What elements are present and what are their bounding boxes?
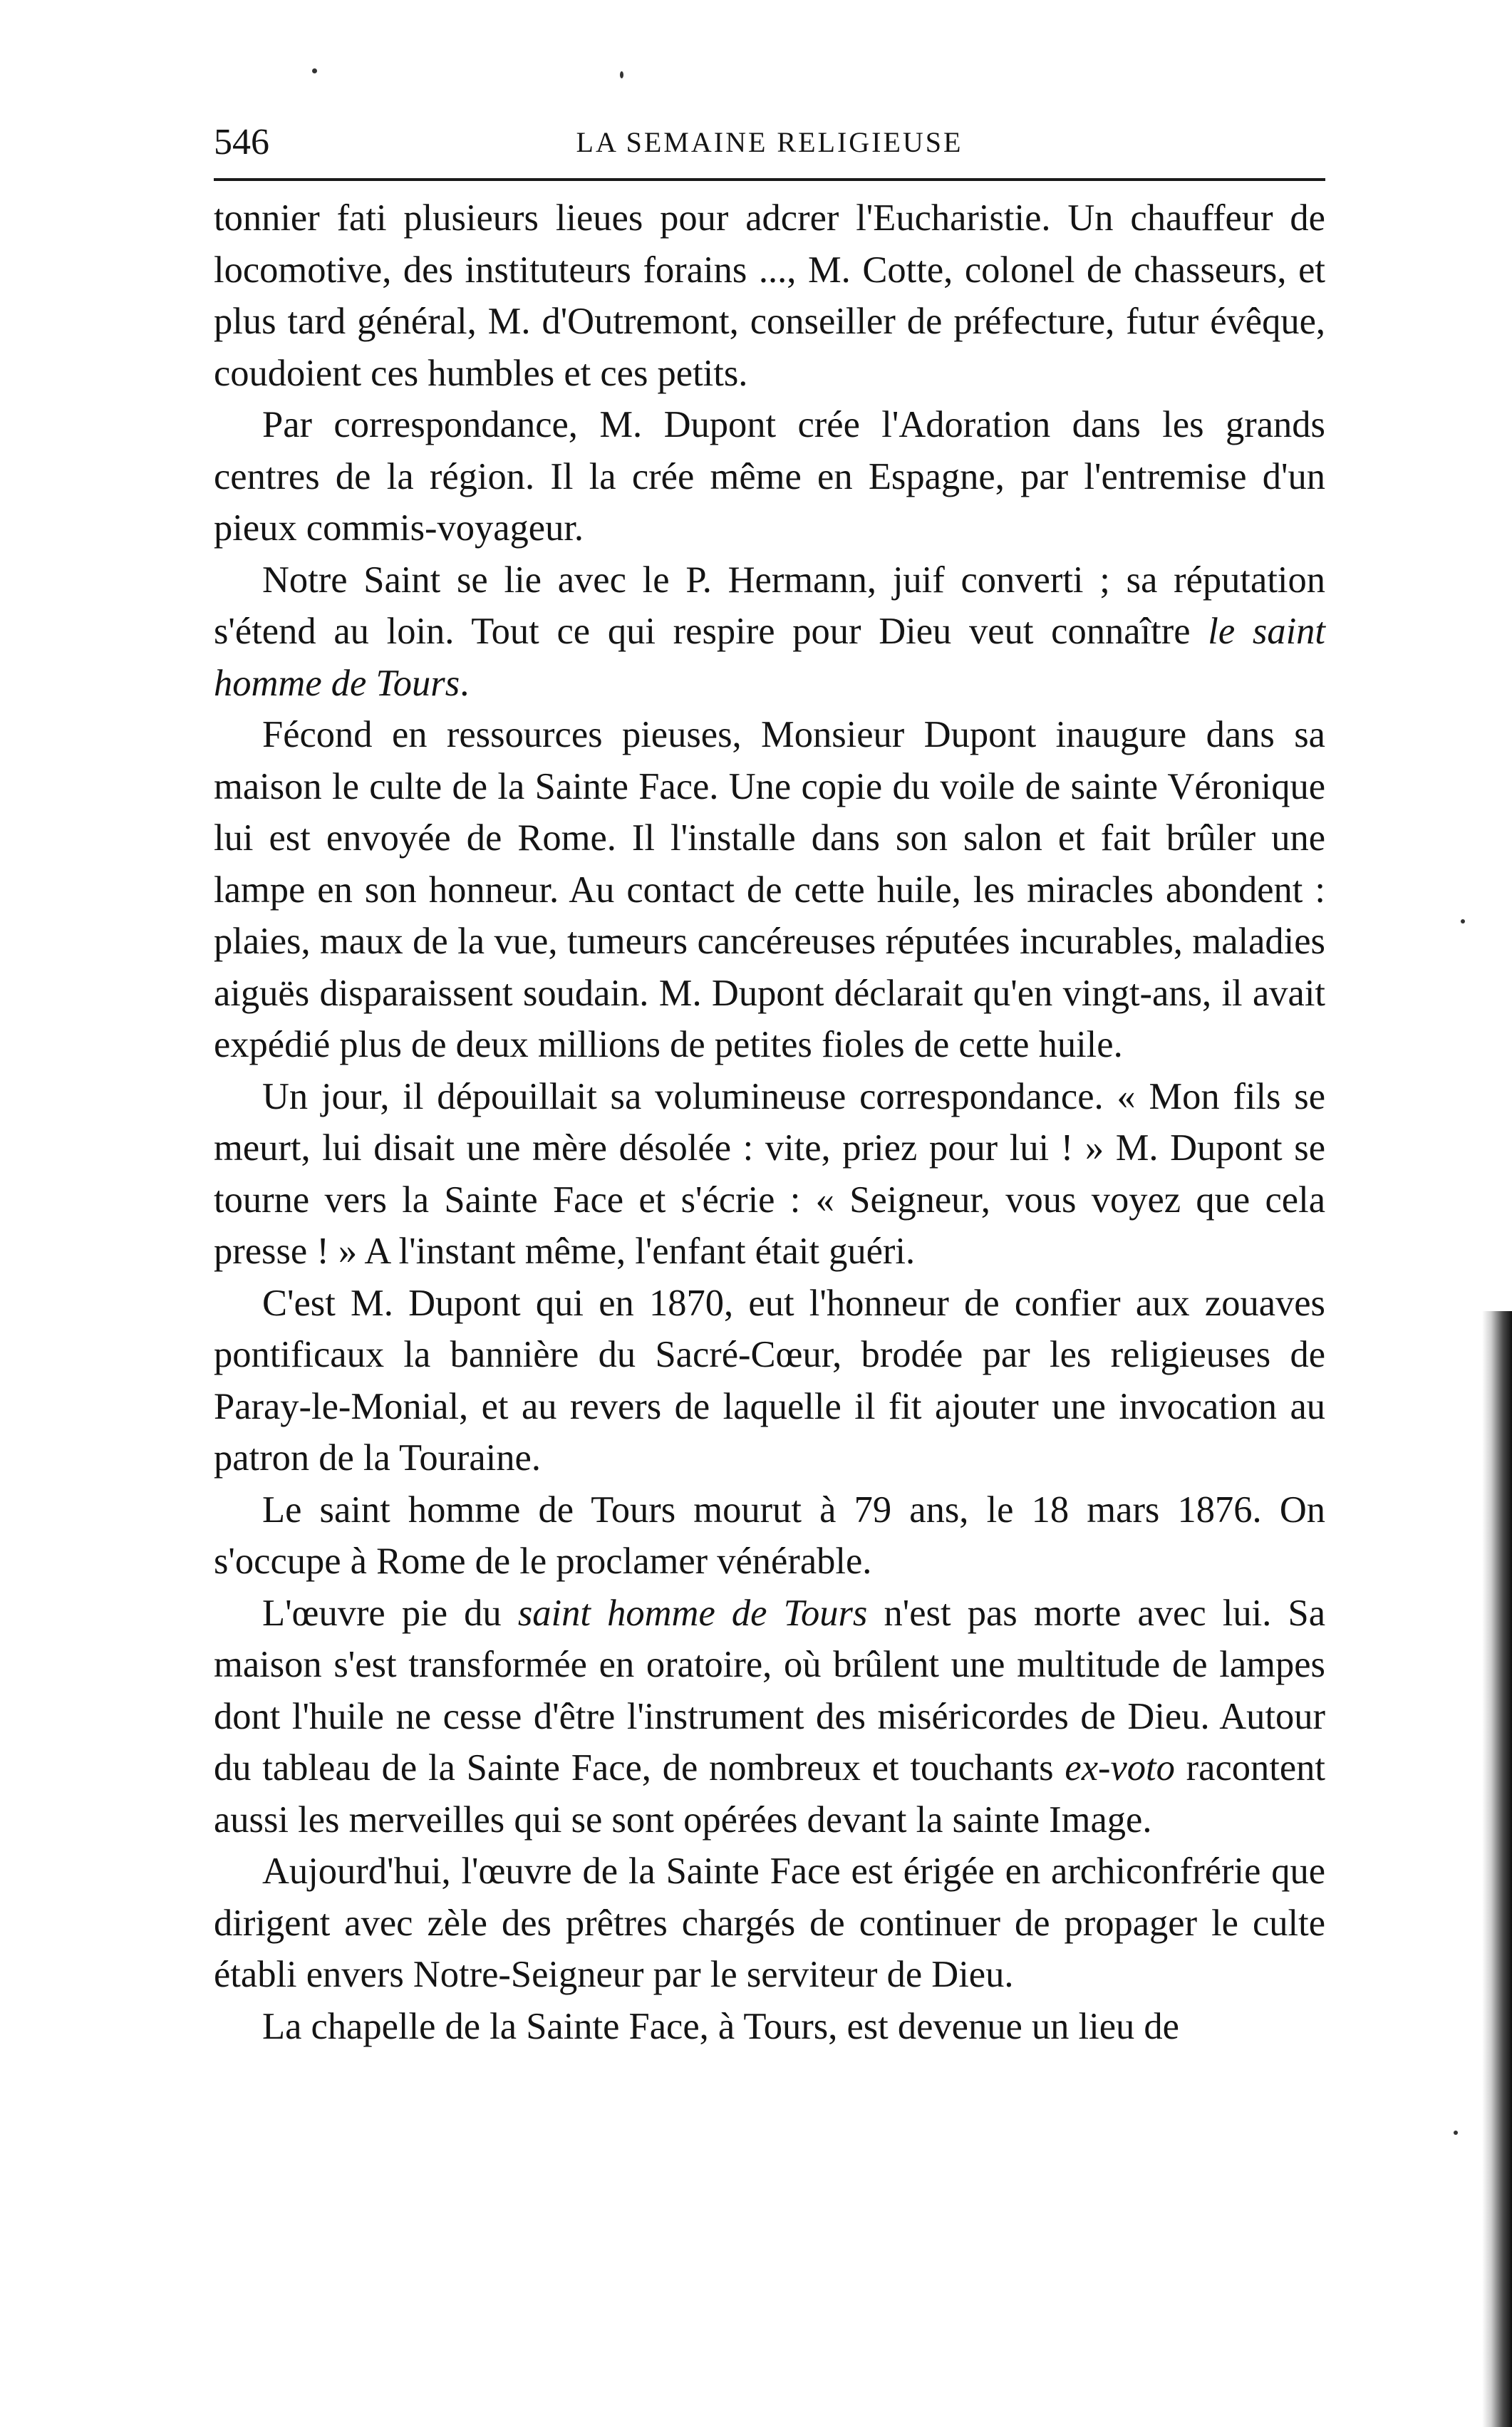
page-header xyxy=(214,118,1325,167)
paragraph-text: Par correspondance, M. Dupont crée l'Adoration dans les grands centres de la région. Il la crée même en Espagne, par l'entremise d'un pieux commis-voyageur. xyxy=(214,404,1325,549)
paragraph-text: tonnier fati plusieurs lieues pour adcrer l'Eucharistie. Un chauffeur de locomotive, des instituteurs forains ..., M. Cotte, colonel de chasseurs, et plus tard général, M. d'Outremont, conseiller de préfecture, futur évêque, coudoient ces humbles et ces petits. xyxy=(214,197,1325,394)
italic-text: le saint homme de Tours xyxy=(214,611,1325,704)
paragraph-text: n'est pas morte avec lui. Sa maison s'est transformée en oratoire, où brûlent une multitude de lampes dont l'huile ne cesse d'être l'instrument des miséricordes de Dieu. Autour du tableau de la Sainte Face, de nombreux et touchants xyxy=(214,1592,1326,1789)
page-number: 546 xyxy=(214,122,269,162)
italic-text: saint homme de Tours xyxy=(517,1592,868,1634)
paragraph xyxy=(214,709,1325,1071)
italic-text: ex-voto xyxy=(1065,1747,1175,1789)
paragraph xyxy=(214,1846,1325,2001)
paragraph-text: Un jour, il dépouillait sa volumineuse correspondance. « Mon fils se meurt, lui disait une mère désolée : vite, priez pour lui ! » M. Dupont se tourne vers la Sainte Face et s'écrie : « Seigneur, vous voyez que cela presse ! » A l'instant même, l'enfant était guéri. xyxy=(214,1075,1325,1272)
paragraph xyxy=(214,554,1325,710)
paragraph xyxy=(214,1071,1325,1278)
paragraph-text: Le saint homme de Tours mourut à 79 ans, le 18 mars 1876. On s'occupe à Rome de le proclamer vénérable. xyxy=(214,1489,1325,1582)
paragraph xyxy=(214,1588,1325,1846)
paragraph xyxy=(214,1484,1325,1588)
paragraph-text: L'œuvre pie du xyxy=(262,1592,518,1634)
paragraph-text: La chapelle de la Sainte Face, à Tours, est devenue un lieu de xyxy=(262,2005,1179,2047)
paragraph-text: C'est M. Dupont qui en 1870, eut l'honneur de confier aux zouaves pontificaux la bannière du Sacré-Cœur, brodée par les religieuses de Paray-le-Monial, et au revers de laquelle il fit ajouter une invocation au patron de la Touraine. xyxy=(214,1282,1325,1479)
paragraph-text: Notre Saint se lie avec le P. Hermann, juif converti ; sa réputation s'étend au loin. Tout ce qui respire pour Dieu veut connaître xyxy=(214,559,1325,652)
paragraph xyxy=(214,192,1325,399)
paragraph xyxy=(214,1278,1325,1484)
body-text xyxy=(214,192,1325,2052)
scan-edge-shadow xyxy=(1482,1311,1512,2427)
paragraph-text: . xyxy=(460,662,470,704)
paragraph-text: racontent aussi les merveilles qui se sont opérées devant la sainte Image. xyxy=(214,1747,1325,1841)
paragraph xyxy=(214,2001,1325,2053)
paragraph xyxy=(214,399,1325,554)
header-rule xyxy=(214,178,1325,181)
paragraph-text: Aujourd'hui, l'œuvre de la Sainte Face est érigée en archiconfrérie que dirigent avec zèle des prêtres chargés de continuer de propager le culte établi envers Notre-Seigneur par le serviteur de Dieu. xyxy=(214,1851,1325,1995)
running-title: LA SEMAINE RELIGIEUSE xyxy=(576,126,963,158)
ink-speck xyxy=(620,71,623,78)
ink-speck xyxy=(1461,919,1465,923)
paragraph-text: Fécond en ressources pieuses, Monsieur Dupont inaugure dans sa maison le culte de la Sainte Face. Une copie du voile de sainte Véronique lui est envoyée de Rome. Il l'installe dans son salon et fait brûler une lampe en son honneur. Au contact de cette huile, les miracles abondent : plaies, maux de la vue, tumeurs cancéreuses réputées incurables, maladies aiguës disparaissent soudain. M. Dupont déclarait qu'en vingt-ans, il avait expédié plus de deux millions de petites fioles de cette huile. xyxy=(214,714,1325,1065)
ink-speck xyxy=(1454,2131,1458,2135)
ink-speck xyxy=(312,68,317,73)
